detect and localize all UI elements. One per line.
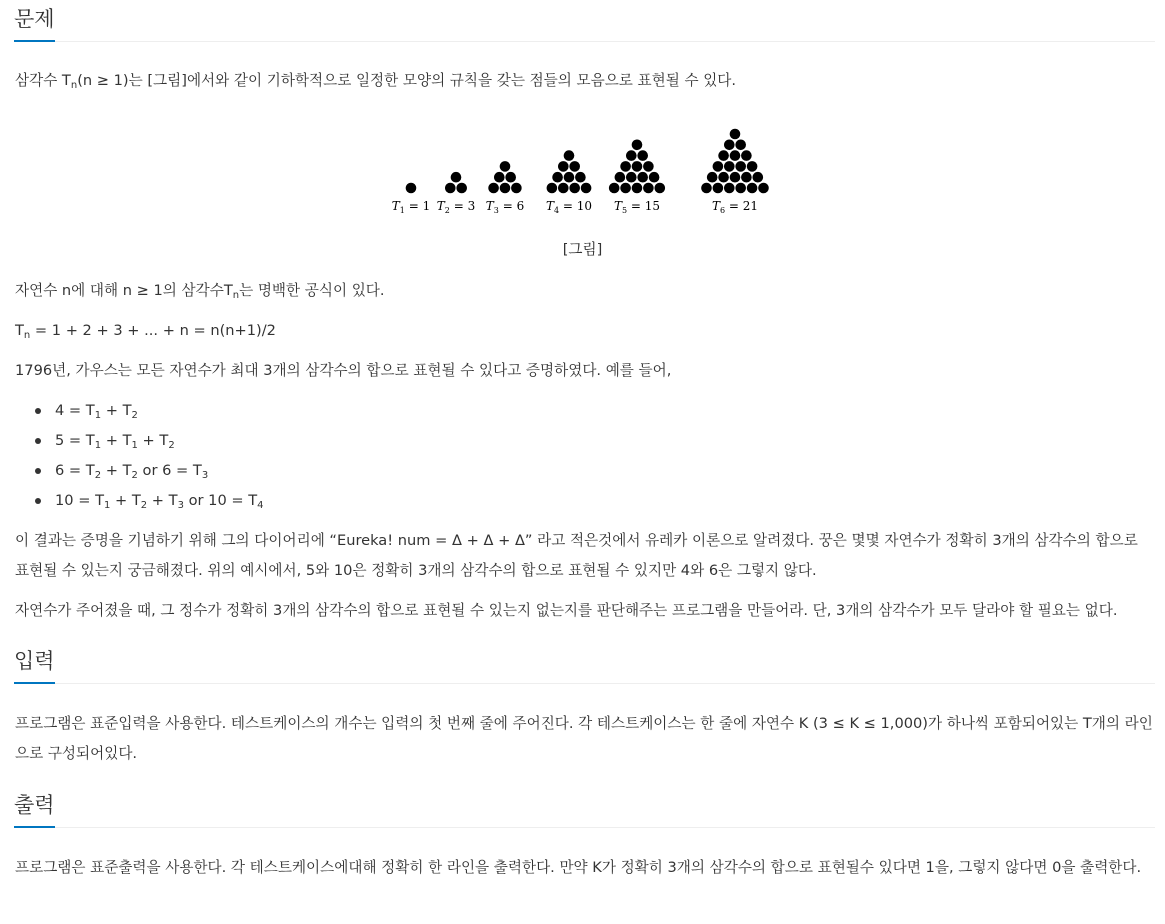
- dot: [558, 161, 569, 172]
- dot: [724, 183, 735, 194]
- dot: [620, 161, 631, 172]
- triangle-t5: [609, 140, 665, 216]
- dot: [632, 161, 643, 172]
- dot: [713, 183, 724, 194]
- dot: [626, 172, 637, 183]
- figure-caption: [그림]: [562, 241, 603, 258]
- triangle-t1: [392, 183, 430, 215]
- example-item: $10 = T_1 + T_2 + T_3$ or $10 = T_4$: [55, 486, 264, 516]
- dot: [456, 183, 467, 194]
- dot: [564, 172, 575, 183]
- dot: [747, 183, 758, 194]
- output-title: 출력: [14, 792, 55, 828]
- dot: [730, 129, 741, 140]
- input-paragraph: 프로그램은 표준입력을 사용한다. 테스트케이스의 개수는 입력의 첫 번째 줄에 주어진다. 각 테스트케이스는 한 줄에 자연수 K (3 ≤ K ≤ 1,000)가 하나씩 포함되어있는 T개의 라인으로 구성되어있다.: [15, 715, 1153, 762]
- dot: [564, 150, 575, 161]
- dot: [569, 161, 580, 172]
- eureka-paragraph: 이 결과는 증명을 기념하기 위해 그의 다이어리에 “Eureka! num = Δ + Δ + Δ” 라고 적은것에서 유레카 이론으로 알려졌다. 꿍은 몇몇 자연수가 정확히 3개의 삼각수의 합으로 표현될 수 있는지 궁금해졌다. 위의 예시에서, 5와 10은 정확히 3개의 삼각수의 합으로 표현될 수 있지만 4와 6은 그렇지 않다.: [15, 532, 1138, 579]
- dot: [701, 183, 712, 194]
- formula-intro: 자연수 n에 대해 n ≥ 1의 삼각수$T_n$는 명백한 공식이 있다.: [15, 282, 385, 301]
- triangular-numbers-diagram: [388, 115, 788, 220]
- triangle-t2: [437, 172, 475, 215]
- examples-list: [15, 396, 264, 516]
- dot: [735, 183, 746, 194]
- dot: [649, 172, 660, 183]
- dot: [753, 172, 764, 183]
- dot: [730, 172, 741, 183]
- problem-intro: 삼각수 $T_n(n \ge 1)$는 [그림]에서와 같이 기하학적으로 일정한 모양의 규칙을 갖는 점들의 모음으로 표현될 수 있다.: [15, 72, 737, 91]
- dot: [747, 161, 758, 172]
- dot: [724, 161, 735, 172]
- dot: [626, 150, 637, 161]
- output-header: [14, 792, 1155, 828]
- dot: [558, 183, 569, 194]
- dot: [505, 172, 516, 183]
- dot: [445, 183, 456, 194]
- dot: [718, 172, 729, 183]
- triangle-t4: [546, 150, 592, 215]
- dot: [569, 183, 580, 194]
- triangle-label: $T_3 = 6$: [485, 199, 525, 215]
- dot: [758, 183, 769, 194]
- dot: [609, 183, 620, 194]
- input-header: [14, 648, 1155, 684]
- task-paragraph: 자연수가 주어졌을 때, 그 정수가 정확히 3개의 삼각수의 합으로 표현될 수 있는지 없는지를 판단해주는 프로그램을 만들어라. 단, 3개의 삼각수가 모두 달라야 할 필요는 없다.: [15, 602, 1118, 619]
- dot: [741, 172, 752, 183]
- triangle-t3: [486, 161, 524, 215]
- dot: [451, 172, 462, 183]
- problem-title: 문제: [14, 6, 55, 42]
- dot: [620, 183, 631, 194]
- dot: [488, 183, 499, 194]
- problem-header: [14, 6, 1155, 42]
- example-item: $4 = T_1 + T_2$: [55, 396, 264, 426]
- dot: [500, 183, 511, 194]
- dot: [511, 183, 522, 194]
- triangular-numbers-figure: [388, 115, 788, 220]
- triangle-label: $T_2 = 3$: [436, 199, 476, 215]
- dot: [547, 183, 558, 194]
- triangle-label: $T_5 = 15$: [613, 199, 661, 215]
- dot: [707, 172, 718, 183]
- dot: [632, 140, 643, 151]
- dot: [713, 161, 724, 172]
- example-item: $6 = T_2 + T_2$ or $6 = T_3$: [55, 456, 264, 486]
- dot: [500, 161, 511, 172]
- dot: [615, 172, 626, 183]
- dot: [643, 183, 654, 194]
- example-item: $5 = T_1 + T_1 + T_2$: [55, 426, 264, 456]
- dot: [575, 172, 586, 183]
- formula: $T_n = 1 + 2 + 3$ + ... + n = n(n+1)/2: [15, 322, 276, 341]
- dot: [718, 150, 729, 161]
- dot: [655, 183, 666, 194]
- dot: [581, 183, 592, 194]
- dot: [730, 150, 741, 161]
- dot: [632, 183, 643, 194]
- triangle-t6: [701, 129, 769, 215]
- input-title: 입력: [14, 648, 55, 684]
- dot: [724, 140, 735, 151]
- dot: [406, 183, 417, 194]
- dot: [735, 161, 746, 172]
- dot: [637, 150, 648, 161]
- dot: [552, 172, 563, 183]
- triangle-label: $T_4 = 10$: [545, 199, 593, 215]
- dot: [643, 161, 654, 172]
- triangle-label: $T_1 = 1$: [391, 199, 431, 215]
- dot: [494, 172, 505, 183]
- dot: [735, 140, 746, 151]
- dot: [637, 172, 648, 183]
- triangle-label: $T_6 = 21$: [711, 199, 759, 215]
- output-paragraph: 프로그램은 표준출력을 사용한다. 각 테스트케이스에대해 정확히 한 라인을 출력한다. 만약 K가 정확히 3개의 삼각수의 합으로 표현될수 있다면 1을, 그렇지 않다면 0을 출력한다.: [15, 859, 1142, 876]
- gauss-paragraph: 1796년, 가우스는 모든 자연수가 최대 3개의 삼각수의 합으로 표현될 수 있다고 증명하였다. 예를 들어,: [15, 362, 672, 379]
- dot: [741, 150, 752, 161]
